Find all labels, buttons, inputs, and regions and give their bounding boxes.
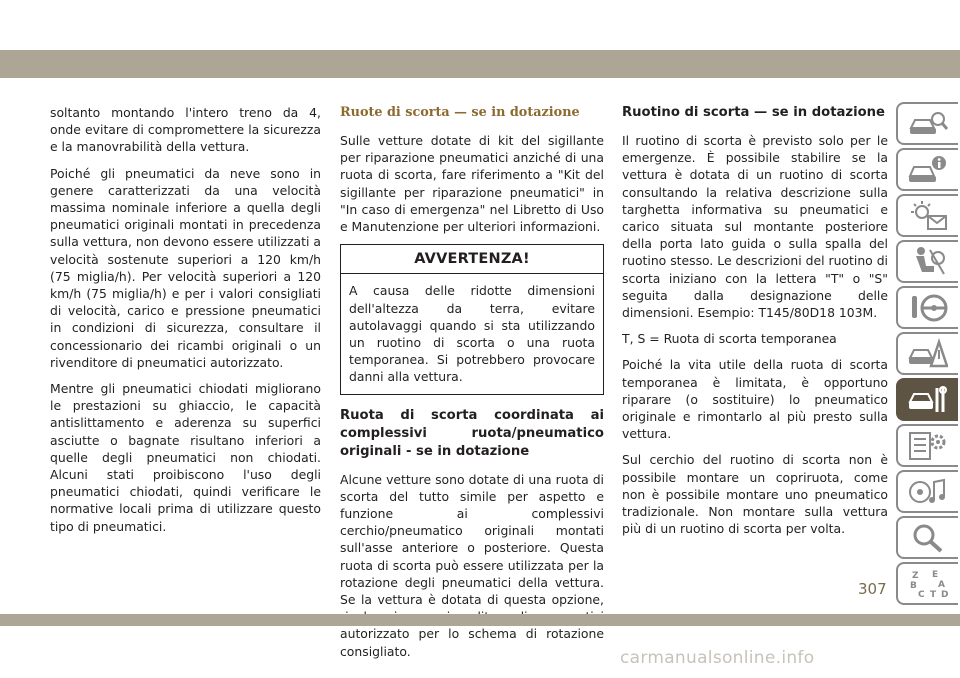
tab-car-info[interactable] [896, 148, 958, 191]
paragraph: Sul cerchio del ruotino di scorta non è possibile montare un copriruota, come non è possibile montare uno pneumatico tradizionale. Non montare sulla vettura più di un ruotino di scorta per volta. [622, 452, 888, 537]
header-bar [0, 50, 960, 78]
warning-text: A causa delle ridotte dimensioni dell'altezza da terra, evitare autolavaggi quando si sta utilizzando un ruotino di scorta o una ruota temporanea. Si potrebbero provocare danni alla vettura. [349, 283, 595, 385]
tab-index[interactable] [896, 562, 958, 605]
paragraph: Il ruotino di scorta è previsto solo per le emergenze. È possibile stabilire se la vettura è dotata di un ruotino di scorta consultando la relativa descrizione sulla targhetta informativa su pneumatici e carico situata sul montante posteriore della porta lato guida o sulla spalla del ruotino stesso. Le descrizioni del ruotino di scorta iniziano con la lettera "T" o "S" seguita dalla designazione delle dimensioni. Esempio: T145/80D18 103M. [622, 133, 888, 321]
column-right [622, 104, 888, 546]
tab-safety[interactable] [896, 240, 958, 283]
alphabet-index-icon [908, 568, 948, 600]
paragraph: Alcune vetture sono dotate di una ruota di scorta del tutto simile per aspetto e funzione ai complessivi cerchio/pneumatico originali montati sull'asse anteriore o posteriore. Questa ruota di scorta può essere utilizzata per la rotazione degli pneumatici della vettura. Se la vettura è dotata di questa opzione, autorizzato per lo schema di rotazione consigliato. [340, 471, 604, 659]
paragraph: Poiché la vita utile della ruota di scorta temporanea è limitata, è opportuno riparare (o sostituire) lo pneumatico originale e rimontarlo al più presto sulla vettura. [622, 357, 888, 442]
car-info-icon [908, 154, 948, 186]
multimedia-music-icon [908, 476, 948, 508]
section-heading-matching-spare: Ruota di scorta coordinata ai complessivi ruota/pneumatico originali - se in dotazione [340, 407, 604, 459]
tab-emergency[interactable] [896, 332, 958, 375]
column-left [50, 104, 321, 544]
paragraph: Poiché gli pneumatici da neve sono in genere caratterizzati da una velocità massima nominale inferiore a quella degli pneumatici originali montati in precedenza sulla vettura, non devono essere utilizzati a velocità sostenute superiori a 120 km/h (75 miglia/h). Per velocità superiori a 120 km/h (75 miglia/h) e per i valori consigliati di velocità, carico e pressione pneumatici in condizioni di sicurezza, consultare il concessionario dei ricambi originali o un rivenditore di pneumatici autorizzato. [50, 165, 321, 370]
seat-airbag-icon [908, 246, 948, 278]
tab-servicing-maintenance[interactable] [896, 378, 958, 421]
page-number: 307 [858, 580, 887, 598]
car-search-icon [908, 108, 948, 140]
svg-text:E: E [932, 569, 939, 580]
tab-multimedia[interactable] [896, 470, 958, 513]
warning-box [340, 244, 604, 394]
specifications-gear-icon [908, 430, 948, 462]
watermark: carmanualsonline.info [620, 648, 815, 668]
header-band [0, 0, 960, 78]
tab-specifications[interactable] [896, 424, 958, 467]
footer-band [0, 614, 960, 678]
warning-light-message-icon [908, 200, 948, 232]
svg-text:C: C [918, 589, 925, 600]
paragraph: Mentre gli pneumatici chiodati migliorano le prestazioni su ghiaccio, le capacità antislittamento e aderenza su superfici asciutte o bagnate risultano inferiori a quelle degli pneumatici non chiodati. Alcuni stati proibiscono l'uso degli pneumatici chiodati, quindi verificare le normative locali prima di utilizzare questo tipo di pneumatici. [50, 381, 321, 534]
paragraph: T, S = Ruota di scorta temporanea [622, 331, 837, 347]
column-middle [340, 104, 604, 669]
svg-text:D: D [941, 589, 948, 600]
tab-warning-lights[interactable] [896, 194, 958, 237]
footer-bar [0, 614, 960, 626]
svg-text:A: A [938, 579, 945, 590]
svg-text:T: T [930, 589, 937, 600]
magnifier-index-icon [908, 522, 948, 554]
breakdown-warning-icon [908, 338, 948, 370]
paragraph: Sulle vetture dotate di kit del sigillante per riparazione pneumatici anziché di una ruota di scorta, fare riferimento a "Kit del sigillante per riparazione pneumatici" in "In caso di emergenza" nel Libretto di Uso e Manutenzione per ulteriori informazioni. [340, 133, 604, 235]
svg-text:B: B [910, 580, 917, 591]
chapter-tabs [896, 102, 958, 608]
tab-car-search[interactable] [896, 102, 958, 145]
tab-search[interactable] [896, 516, 958, 559]
warning-title: AVVERTENZA! [341, 245, 603, 274]
tab-starting-driving[interactable] [896, 286, 958, 329]
paragraph: soltanto montando l'intero treno da 4, onde evitare di compromettere la sicurezza e la manovrabilità della vettura. [50, 105, 321, 155]
section-heading-compact-spare: Ruotino di scorta — se in dotazione [622, 105, 885, 120]
steering-wheel-key-icon [908, 292, 948, 324]
svg-text:Z: Z [912, 570, 919, 581]
car-service-tools-icon [908, 384, 948, 416]
section-heading-spare-wheels: Ruote di scorta — se in dotazione [340, 105, 580, 120]
